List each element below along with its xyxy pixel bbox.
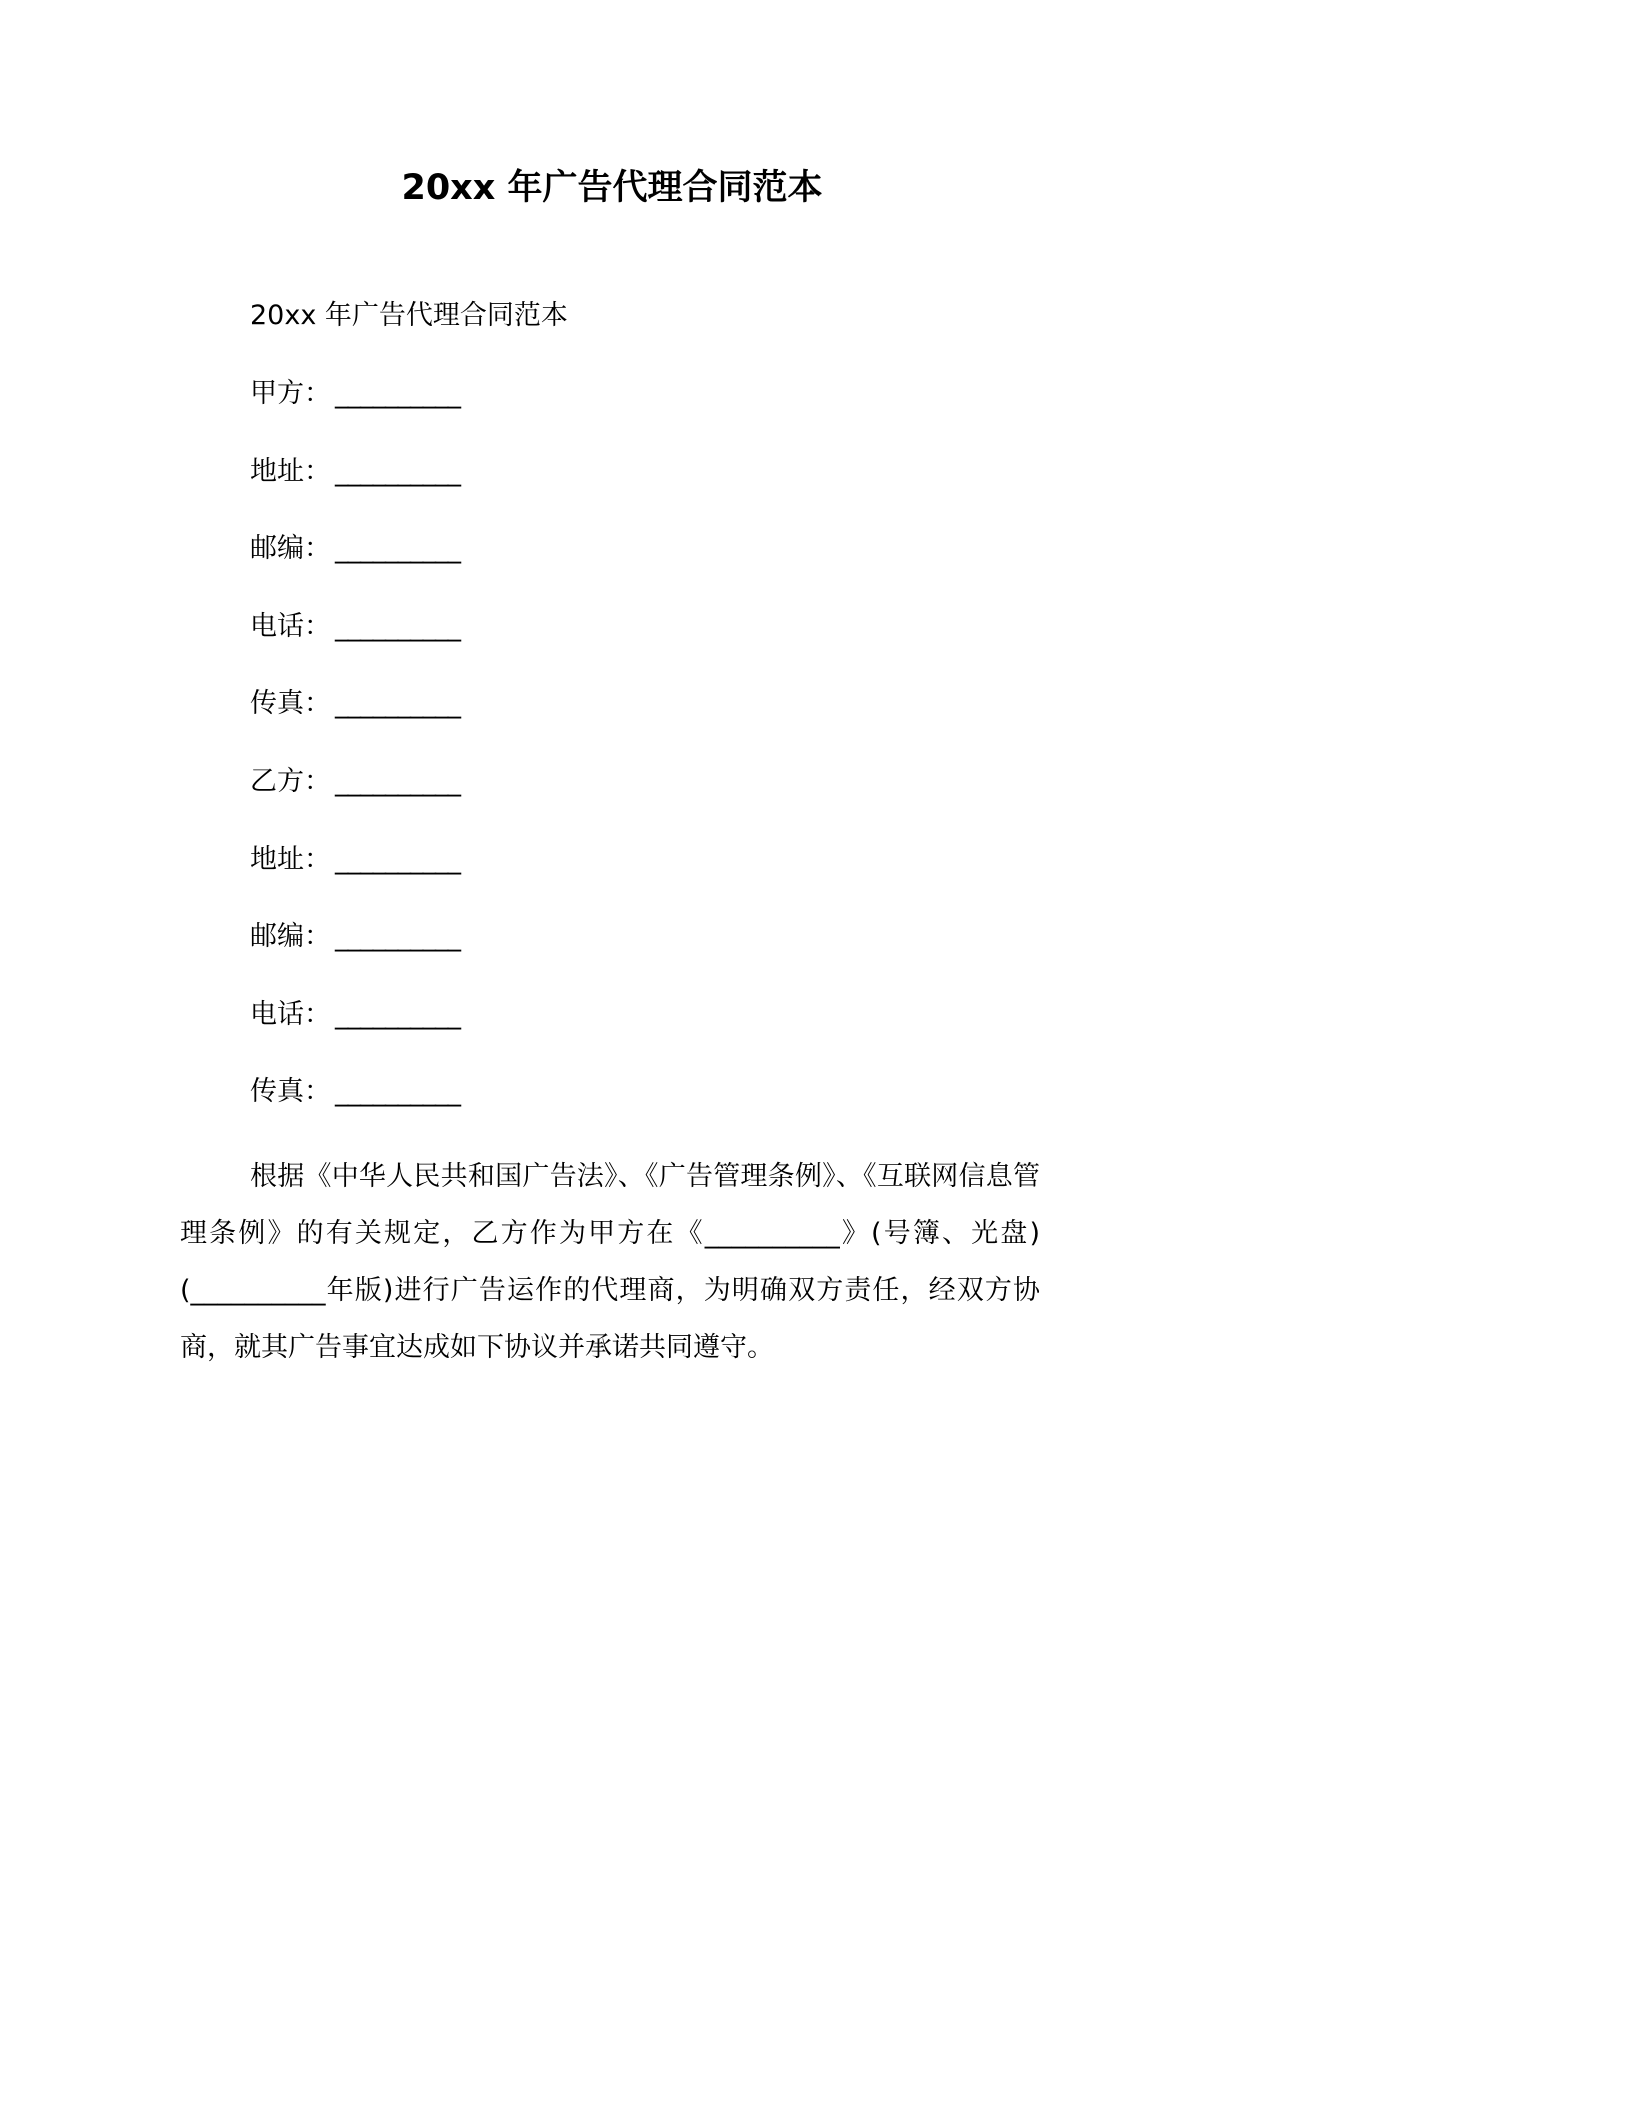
field-blank: __________ bbox=[335, 843, 460, 875]
field-label: 传真： bbox=[250, 688, 331, 720]
field-label: 地址： bbox=[250, 455, 331, 487]
field-label: 传真： bbox=[250, 1076, 331, 1108]
field-blank: __________ bbox=[335, 455, 460, 487]
field-label: 邮编： bbox=[250, 921, 331, 953]
field-blank: __________ bbox=[335, 765, 460, 797]
field-label: 乙方： bbox=[250, 765, 331, 797]
party-b-name-field bbox=[250, 764, 460, 842]
field-blank: __________ bbox=[335, 610, 460, 642]
field-label: 电话： bbox=[250, 998, 331, 1030]
agreement-paragraph: 根据《中华人民共和国广告法》、《广告管理条例》、《互联网信息管理条例》的有关规定，乙方作为甲方在《__________》(号簿、光盘)(__________年版)进行广告运作的代理商，为明确双方责任，经双方协商，就其广告事宜达成如下协议并承诺共同遵守。 bbox=[180, 1161, 1040, 1363]
party-b-postcode-field bbox=[250, 919, 460, 997]
field-blank: __________ bbox=[335, 533, 460, 565]
field-blank: __________ bbox=[335, 688, 460, 720]
field-label: 甲方： bbox=[250, 378, 331, 409]
field-label: 地址： bbox=[250, 843, 331, 875]
party-a-phone-field bbox=[250, 609, 460, 687]
field-label: 邮编： bbox=[250, 533, 331, 565]
document-subtitle: 20xx 年广告代理合同范本 bbox=[250, 300, 568, 331]
document-title: 20xx 年广告代理合同范本 bbox=[401, 168, 823, 208]
field-blank: __________ bbox=[335, 921, 460, 953]
field-blank: __________ bbox=[335, 378, 460, 409]
party-a-fax-field bbox=[250, 686, 460, 764]
party-b-fax-field bbox=[250, 1074, 460, 1152]
field-blank: __________ bbox=[335, 998, 460, 1030]
party-a-address-field bbox=[250, 454, 460, 532]
field-blank: __________ bbox=[335, 1076, 460, 1108]
field-label: 电话： bbox=[250, 610, 331, 642]
party-a-postcode-field bbox=[250, 531, 460, 609]
party-b-phone-field bbox=[250, 997, 460, 1075]
party-a-name-field bbox=[250, 376, 460, 454]
party-info-list bbox=[250, 376, 460, 1152]
party-b-address-field bbox=[250, 842, 460, 920]
